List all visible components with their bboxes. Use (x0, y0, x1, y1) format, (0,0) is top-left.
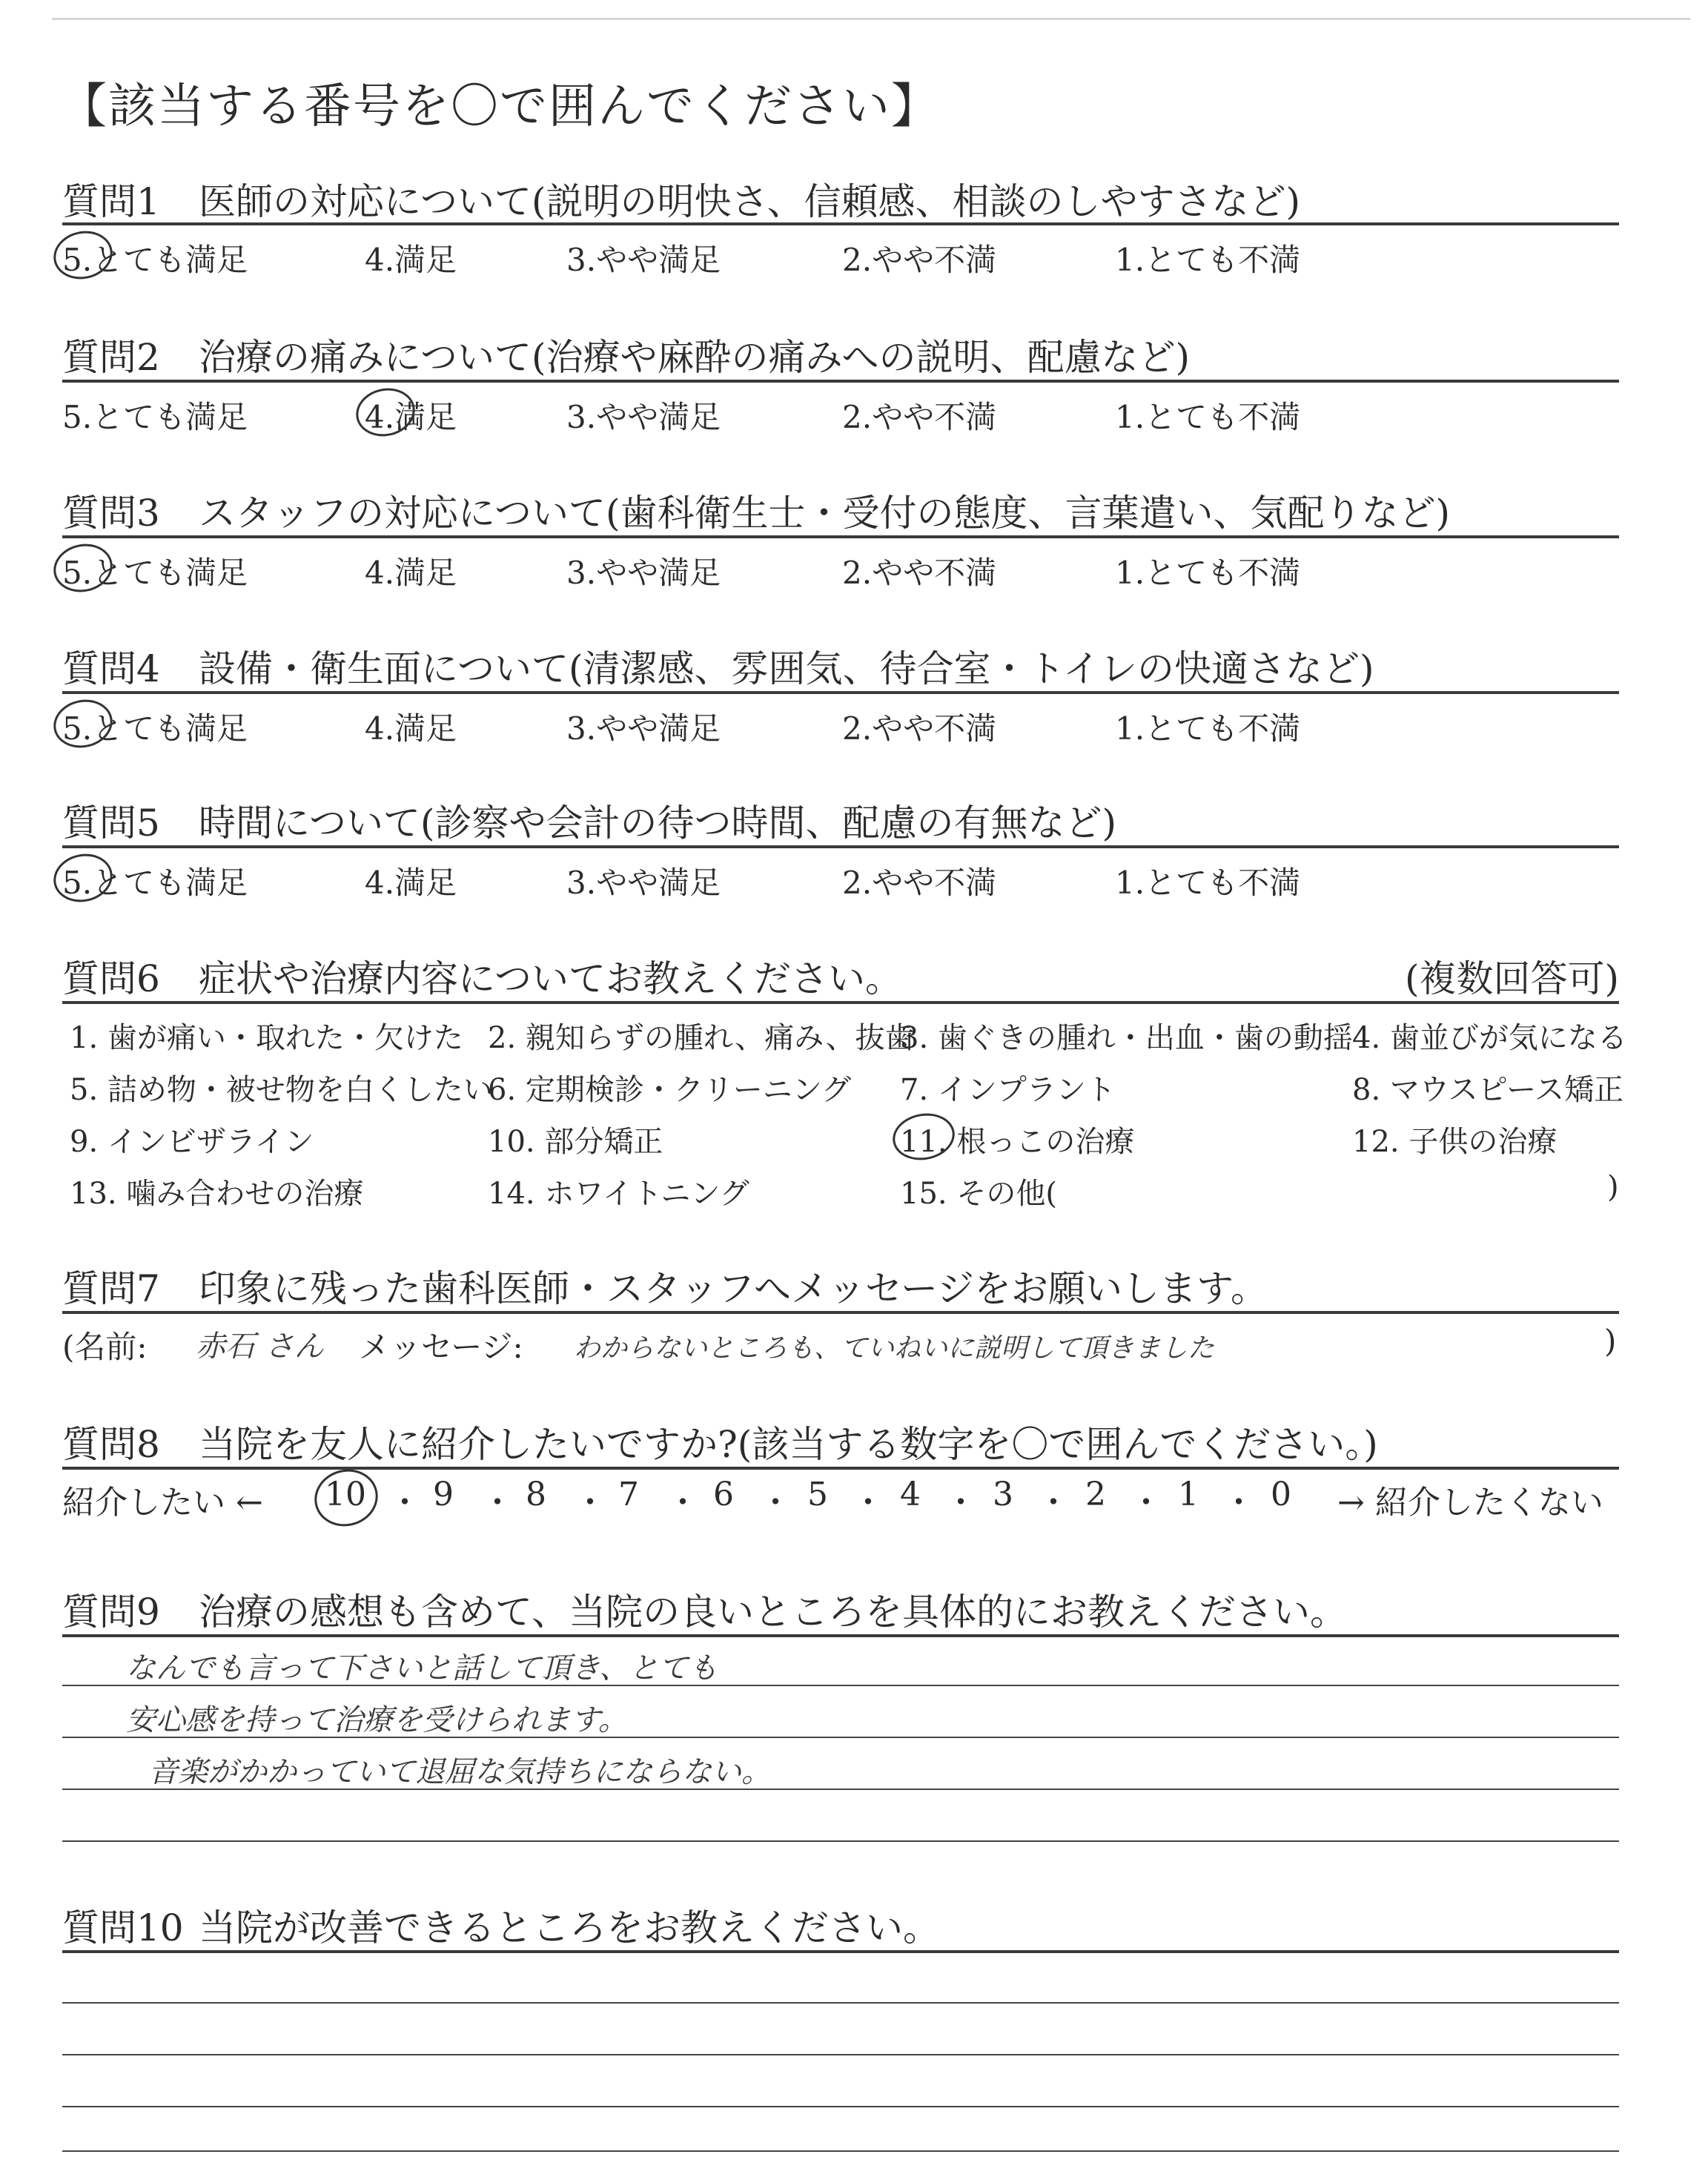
option-4-selected[interactable]: 4.満足 (365, 393, 457, 437)
symptom-1[interactable]: 1. 歯が痛い・取れた・欠けた (70, 1021, 463, 1055)
question-2-options (62, 393, 1619, 435)
question-10-heading (62, 1898, 1619, 1949)
question-number: 質問5 (62, 802, 160, 845)
option-5-selected[interactable]: 5.とても満足 (62, 236, 248, 280)
option-2[interactable]: 2.やや不満 (842, 242, 997, 278)
question-3-heading (62, 483, 1619, 535)
score-7[interactable]: 7 (618, 1476, 639, 1513)
score-5[interactable]: 5 (807, 1476, 828, 1513)
answer-rule (62, 1685, 1619, 1686)
name-field[interactable]: 赤石 さん (196, 1330, 324, 1364)
recommend-label: 紹介したい ← (62, 1484, 263, 1522)
option-3[interactable]: 3.やや満足 (566, 555, 721, 591)
top-border (52, 18, 1690, 20)
option-2[interactable]: 2.やや不満 (842, 399, 997, 435)
score-8[interactable]: 8 (526, 1476, 546, 1513)
question-text: スタッフの対応について(歯科衛生士・受付の態度、言葉遣い、気配りなど) (199, 492, 1451, 535)
option-5-selected[interactable]: 5.とても満足 (62, 859, 248, 903)
option-4[interactable]: 4.満足 (365, 865, 457, 901)
divider (62, 1001, 1619, 1004)
page-title: 【該当する番号を〇で囲んでください】 (59, 79, 940, 134)
symptom-4[interactable]: 4. 歯並びが気になる (1352, 1021, 1627, 1055)
divider (62, 380, 1619, 383)
symptom-3[interactable]: 3. 歯ぐきの腫れ・出血・歯の動揺 (900, 1021, 1353, 1055)
symptom-5[interactable]: 5. 詰め物・被せ物を白くしたい (70, 1073, 493, 1107)
option-1[interactable]: 1.とても不満 (1115, 710, 1301, 747)
score-9[interactable]: 9 (433, 1476, 454, 1513)
divider (62, 691, 1619, 694)
question-number: 質問6 (62, 957, 160, 1000)
score-1[interactable]: 1 (1178, 1476, 1199, 1513)
divider (62, 845, 1619, 848)
question-text: 症状や治療内容についてお教えください。 (199, 957, 902, 1000)
answer-line-1[interactable]: なんでも言って下さいと話して頂き、とても (126, 1651, 718, 1685)
score-10-selected[interactable]: 10 (325, 1476, 366, 1513)
separator-dot: ・ (1130, 1484, 1162, 1522)
symptom-7[interactable]: 7. インプラント (900, 1073, 1116, 1107)
option-1[interactable]: 1.とても不満 (1115, 399, 1301, 435)
question-text: 印象に残った歯科医師・スタッフへメッセージをお願いします。 (199, 1267, 1268, 1310)
close-paren: ) (1604, 1323, 1617, 1359)
separator-dot: ・ (388, 1484, 421, 1522)
question-text: 治療の痛みについて(治療や麻酔の痛みへの説明、配慮など) (199, 336, 1191, 379)
answer-rule (62, 2106, 1619, 2107)
score-2[interactable]: 2 (1085, 1476, 1106, 1513)
option-1[interactable]: 1.とても不満 (1115, 865, 1301, 901)
score-3[interactable]: 3 (993, 1476, 1013, 1513)
question-number: 質問4 (62, 647, 160, 690)
separator-dot: ・ (759, 1484, 792, 1522)
message-label: メッセージ: (359, 1329, 523, 1365)
divider (62, 535, 1619, 538)
score-0[interactable]: 0 (1271, 1476, 1291, 1513)
option-3[interactable]: 3.やや満足 (566, 865, 721, 901)
symptom-11-selected[interactable]: 11. 根っこの治療 (900, 1118, 1134, 1160)
answer-rule (62, 2054, 1619, 2055)
question-number: 質問3 (62, 492, 160, 535)
question-number: 質問10 (62, 1906, 184, 1949)
separator-dot: ・ (1222, 1484, 1255, 1522)
separator-dot: ・ (666, 1484, 699, 1522)
option-5-selected[interactable]: 5.とても満足 (62, 704, 248, 749)
symptom-15-other[interactable]: 15. その他( (900, 1177, 1057, 1211)
question-1-heading (62, 172, 1619, 223)
option-2[interactable]: 2.やや不満 (842, 865, 997, 901)
option-5-selected[interactable]: 5.とても満足 (62, 549, 248, 593)
question-text: 設備・衛生面について(清潔感、雰囲気、待合室・トイレの快適さなど) (199, 647, 1374, 690)
name-label: (名前: (62, 1329, 148, 1365)
symptom-6[interactable]: 6. 定期検診・クリーニング (488, 1073, 852, 1107)
symptom-8[interactable]: 8. マウスピース矯正 (1352, 1073, 1624, 1107)
separator-dot: ・ (852, 1484, 884, 1522)
separator-dot: ・ (1037, 1484, 1070, 1522)
divider (62, 1950, 1619, 1953)
question-8-heading (62, 1415, 1619, 1466)
question-text: 医師の対応について(説明の明快さ、信頼感、相談のしやすさなど) (199, 180, 1301, 223)
question-text: 時間について(診察や会計の待つ時間、配慮の有無など) (199, 802, 1117, 845)
other-close-paren: ) (1607, 1170, 1619, 1204)
question-6-heading (62, 949, 1619, 1000)
answer-rule (62, 2002, 1619, 2004)
option-3[interactable]: 3.やや満足 (566, 710, 721, 747)
option-5[interactable]: 5.とても満足 (62, 399, 248, 435)
option-1[interactable]: 1.とても不満 (1115, 242, 1301, 278)
question-text: 当院を友人に紹介したいですか?(該当する数字を〇で囲んでください。) (199, 1423, 1378, 1466)
question-9-heading (62, 1582, 1619, 1634)
multiple-answers-note: (複数回答可) (1404, 957, 1619, 1000)
symptom-13[interactable]: 13. 噛み合わせの治療 (70, 1177, 364, 1211)
divider (62, 1467, 1619, 1470)
option-3[interactable]: 3.やや満足 (566, 399, 721, 435)
question-5-options (62, 859, 1619, 901)
divider (62, 1634, 1619, 1637)
question-number: 質問9 (62, 1591, 160, 1634)
question-text: 当院が改善できるところをお教えください。 (199, 1906, 940, 1949)
question-number: 質問2 (62, 336, 160, 379)
answer-rule (62, 1840, 1619, 1842)
option-4[interactable]: 4.満足 (365, 242, 457, 278)
question-1-options (62, 236, 1619, 278)
score-4[interactable]: 4 (900, 1476, 921, 1513)
question-5-heading (62, 793, 1619, 845)
option-4[interactable]: 4.満足 (365, 710, 457, 747)
separator-dot: ・ (944, 1484, 977, 1522)
symptom-9[interactable]: 9. インビザライン (70, 1125, 314, 1159)
divider (62, 222, 1619, 225)
not-recommend-label: → 紹介したくない (1337, 1484, 1603, 1522)
separator-dot: ・ (481, 1484, 514, 1522)
question-2-heading (62, 328, 1619, 379)
option-2[interactable]: 2.やや不満 (842, 555, 997, 591)
answer-line-3[interactable]: 音楽がかかっていて退屈な気持ちにならない。 (148, 1755, 771, 1789)
question-7-heading (62, 1259, 1619, 1310)
question-4-options (62, 704, 1619, 747)
separator-dot: ・ (574, 1484, 606, 1522)
symptom-10[interactable]: 10. 部分矯正 (488, 1125, 663, 1159)
recommend-scale (62, 1476, 1626, 1522)
question-3-options (62, 549, 1619, 591)
divider (62, 1311, 1619, 1314)
symptom-14[interactable]: 14. ホワイトニング (488, 1177, 749, 1211)
symptom-2[interactable]: 2. 親知らずの腫れ、痛み、抜歯 (488, 1021, 915, 1055)
answer-rule (62, 2150, 1619, 2152)
message-field[interactable]: わからないところも、ていねいに説明して頂きました (574, 1333, 1215, 1364)
option-2[interactable]: 2.やや不満 (842, 710, 997, 747)
question-number: 質問8 (62, 1423, 160, 1466)
score-6[interactable]: 6 (713, 1476, 734, 1513)
option-3[interactable]: 3.やや満足 (566, 242, 721, 278)
answer-line-2[interactable]: 安心感を持って治療を受けられます。 (126, 1703, 628, 1737)
answer-rule (62, 1789, 1619, 1790)
question-number: 質問1 (62, 180, 160, 223)
message-row (62, 1323, 1619, 1364)
answer-rule (62, 1737, 1619, 1738)
question-number: 質問7 (62, 1267, 160, 1310)
option-1[interactable]: 1.とても不満 (1115, 555, 1301, 591)
question-4-heading (62, 639, 1619, 690)
question-text: 治療の感想も含めて、当院の良いところを具体的にお教えください。 (199, 1591, 1347, 1634)
option-4[interactable]: 4.満足 (365, 555, 457, 591)
symptom-12[interactable]: 12. 子供の治療 (1352, 1125, 1558, 1159)
